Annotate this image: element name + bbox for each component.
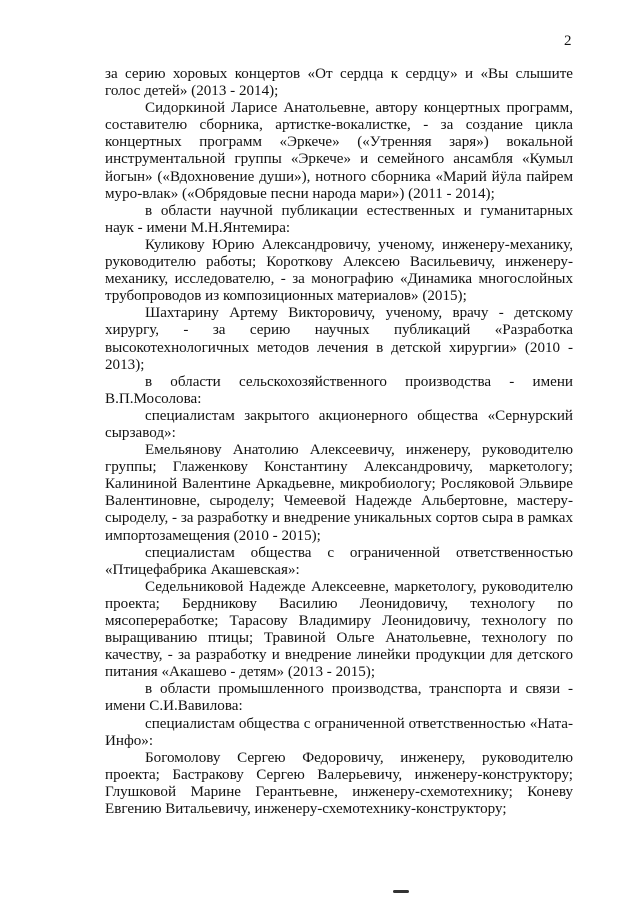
paragraph: Шахтарину Артему Викторовичу, ученому, врачу - детскому хирургу, - за серию научных публикаций «Разработка высокотехнологичных методов лечения в детской хирургии» (2010 - 2013); [105, 305, 573, 373]
paragraph: в области научной публикации естественных и гуманитарных наук - имени М.Н.Янтемира: [105, 202, 573, 236]
paragraph: Седельниковой Надежде Алексеевне, маркетологу, руководителю проекта; Бердникову Василию Леонидовичу, технологу по мясопереработке; Тарасову Владимиру Леонидовичу, технологу по выращиванию птицы; Травиной Ольге Анатольевне, технологу по качеству, - за разработку и внедрение линейки продукции для детского питания «Акашево - детям» (2013 - 2015); [105, 578, 573, 681]
paragraph: Богомолову Сергею Федоровичу, инженеру, руководителю проекта; Бастракову Сергею Валерьевичу, инженеру-конструктору; Глушковой Марине Герантьевне, инженеру-схемотехнику; Коневу Евгению Витальевичу, инженеру-схемотехнику-конструктору; [105, 749, 573, 818]
paragraph: специалистам общества с ограниченной ответственностью «Ната-Инфо»: [105, 715, 573, 749]
paragraph: Емельянову Анатолию Алексеевичу, инженеру, руководителю группы; Глаженкову Константину Александровичу, маркетологу; Калининой Валентине Аркадьевне, микробиологу; Росляковой Эльвире Валентиновне, сыроделу; Чемеевой Надежде Альбертовне, мастеру-сыроделу, - за разработку и внедрение уникальных сортов сыра в рамках импортозамещения (2010 - 2015); [105, 442, 573, 544]
paragraph: Куликову Юрию Александровичу, ученому, инженеру-механику, руководителю работы; Короткову Алексею Васильевичу, инженеру-механику, исследователю, - за монографию «Динамика многослойных трубопроводов из композиционных материалов» (2015); [105, 236, 573, 305]
paragraph: в области сельскохозяйственного производства - имени В.П.Мосолова: [105, 373, 573, 407]
paragraph: специалистам закрытого акционерного общества «Сернурский сырзавод»: [105, 407, 573, 441]
body-text [105, 66, 573, 818]
paragraph: за серию хоровых концертов «От сердца к сердцу» и «Вы слышите голос детей» (2013 - 2014); [105, 66, 573, 100]
paragraph: специалистам общества с ограниченной ответственностью «Птицефабрика Акашевская»: [105, 544, 573, 578]
paragraph: Сидоркиной Ларисе Анатольевне, автору концертных программ, составителю сборника, артистке-вокалистке, - за создание цикла концертных программ «Эркече» («Утренняя заря») вокальной инструментальной группы «Эркече» и семейного ансамбля «Кумыл йогын» («Вдохновение души»), нотного сборника «Марий йӱла пайрем муро-влак» («Обрядовые песни народа мари») (2011 - 2014); [105, 100, 573, 202]
paragraph: в области промышленного производства, транспорта и связи - имени С.И.Вавилова: [105, 681, 573, 715]
page-number: 2 [564, 33, 572, 49]
scan-mark [393, 890, 409, 893]
